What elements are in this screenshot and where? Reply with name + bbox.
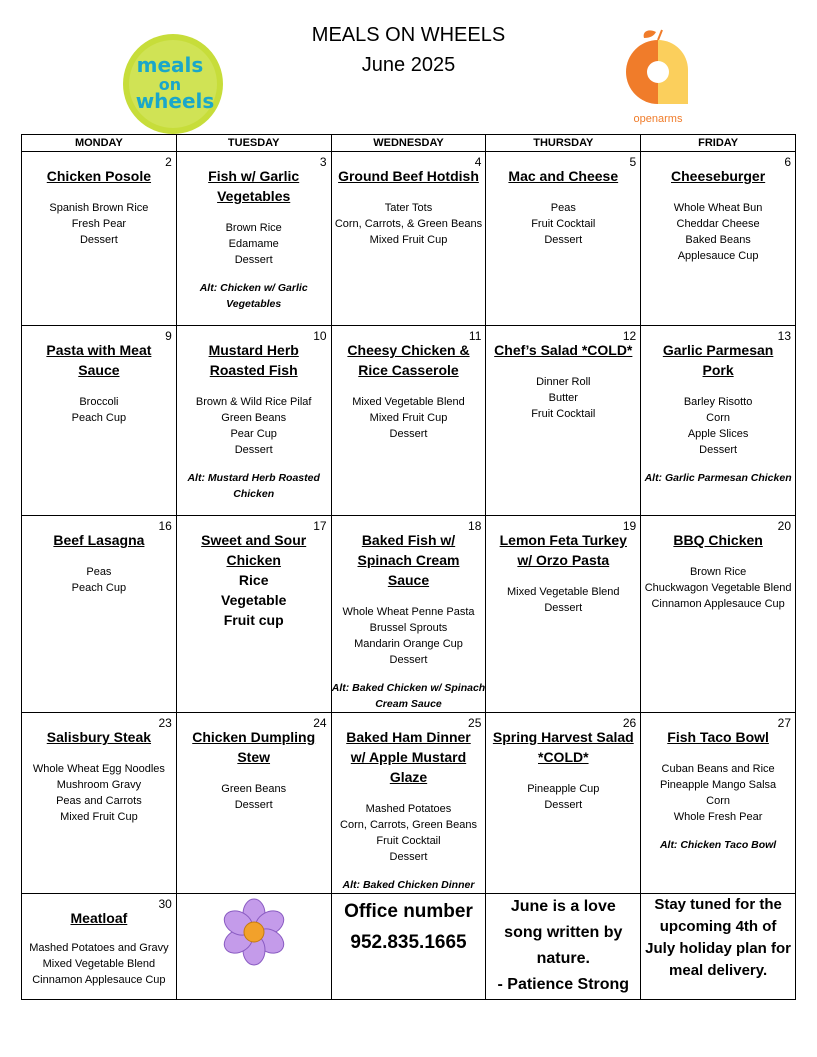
main-dish: Mustard Herb Roasted Fish: [208, 342, 299, 378]
day-number: 24: [313, 716, 327, 730]
main-dish: Cheesy Chicken & Rice Casserole: [347, 342, 470, 378]
side-dishes: [332, 394, 486, 442]
open-arms-logo: [622, 26, 696, 128]
side-dishes: [486, 374, 640, 422]
day-cell: [331, 326, 486, 516]
side-dish: Applesauce Cup: [677, 250, 759, 262]
meal-item: Fruit cup: [223, 612, 284, 628]
side-dish: Mashed Potatoes and Gravy: [29, 942, 169, 954]
side-dishes: [641, 394, 795, 458]
day-number: 9: [165, 329, 172, 343]
side-dish: Dessert: [79, 234, 118, 246]
main-dish: Garlic Parmesan Pork: [662, 342, 774, 378]
side-dish: Brown & Wild Rice Pilaf: [195, 396, 312, 408]
day-number: 19: [622, 519, 637, 533]
main-dish: BBQ Chicken: [673, 532, 763, 548]
day-number: 11: [468, 329, 482, 343]
quote-line: nature.: [536, 950, 590, 967]
main-dish: Cheeseburger: [671, 168, 766, 184]
side-dish: Fruit Cocktail: [531, 218, 596, 230]
alternate-meal: Alt: Chicken w/ Garlic Vegetables: [199, 282, 308, 310]
side-dish: Dessert: [544, 602, 583, 614]
side-dish: Barley Risotto: [683, 396, 753, 408]
holiday-note-line: meal delivery.: [669, 962, 768, 979]
meals-on-wheels-logo: [120, 34, 226, 134]
side-dish: Butter: [548, 392, 578, 404]
alternate-meal: Alt: Baked Chicken Dinner: [342, 879, 475, 891]
side-dishes: [22, 761, 176, 825]
alternate-meal: Alt: Chicken Taco Bowl: [659, 839, 777, 851]
side-dishes: [486, 200, 640, 248]
day-cell: [486, 516, 641, 713]
side-dish: Peach Cup: [71, 582, 127, 594]
main-dish: Ground Beef Hotdish: [338, 168, 479, 184]
day-number: 17: [313, 519, 327, 533]
day-cell-flower: [176, 894, 331, 1000]
day-number: 18: [468, 519, 482, 533]
office-number-cell: [331, 894, 486, 1000]
side-dish: Mixed Fruit Cup: [369, 412, 448, 424]
day-number: 16: [158, 519, 172, 533]
main-dish: Baked Fish w/ Spinach Cream Sauce: [357, 532, 460, 588]
side-dish: Dessert: [389, 851, 428, 863]
side-dish: Cinnamon Applesauce Cup: [651, 598, 785, 610]
main-dish: Mac and Cheese: [508, 168, 619, 184]
meal-calendar: [21, 134, 796, 1000]
side-dish: Mandarin Orange Cup: [354, 638, 463, 650]
holiday-note-line: upcoming 4th of: [659, 918, 777, 935]
side-dish: Edamame: [228, 238, 279, 250]
week-row-5: [22, 894, 796, 1000]
side-dish: Dessert: [389, 428, 428, 440]
side-dish: Apple Slices: [687, 428, 749, 440]
quote-line: June is a love: [510, 898, 616, 915]
side-dish: Pear Cup: [230, 428, 277, 440]
main-dish: Baked Ham Dinner w/ Apple Mustard Glaze: [346, 729, 471, 785]
logo-text-openarms: openarms: [633, 113, 683, 125]
side-dish: Dessert: [234, 444, 273, 456]
holiday-note-line: Stay tuned for the: [654, 896, 782, 913]
side-dish: Fruit Cocktail: [531, 408, 596, 420]
logo-text-wheels: wheels: [135, 89, 215, 113]
day-cell: [331, 152, 486, 326]
side-dish: Broccoli: [79, 396, 119, 408]
side-dish: Brown Rice: [689, 566, 747, 578]
side-dish: Brussel Sprouts: [369, 622, 448, 634]
main-dish: Beef Lasagna: [53, 532, 145, 548]
day-number: 13: [777, 329, 791, 343]
day-number: 20: [777, 519, 791, 533]
main-dish: Lemon Feta Turkey w/ Orzo Pasta: [499, 532, 627, 568]
side-dish: Cheddar Cheese: [676, 218, 760, 230]
page-title: MEALS ON WHEELS: [311, 24, 506, 46]
day-cell: [176, 516, 331, 713]
day-number: 25: [468, 716, 482, 730]
side-dish: Spanish Brown Rice: [49, 202, 149, 214]
day-cell: [22, 713, 177, 894]
side-dish: Brown Rice: [225, 222, 282, 234]
day-number: 26: [622, 716, 637, 730]
main-dish: Chef’s Salad *COLD*: [494, 342, 633, 358]
main-dish: Spring Harvest Salad *COLD*: [492, 729, 634, 765]
side-dish: Corn: [706, 412, 731, 424]
side-dish: Peach Cup: [71, 412, 127, 424]
side-dish: Pineapple Cup: [527, 783, 600, 795]
side-dishes: [22, 200, 176, 248]
day-cell: [22, 152, 177, 326]
day-cell: [176, 326, 331, 516]
day-number: 30: [158, 897, 172, 911]
alternate-meal: Alt: Baked Chicken w/ Spinach Cream Sauce: [331, 682, 486, 710]
day-cell: [641, 713, 796, 894]
weekday-friday: FRIDAY: [641, 135, 796, 152]
main-dish: Chicken Dumpling Stew: [192, 729, 316, 765]
week-row-3: [22, 516, 796, 713]
side-dish: Tater Tots: [384, 202, 433, 214]
side-dishes: [177, 394, 331, 458]
side-dishes: [641, 564, 795, 612]
side-dish: Dinner Roll: [536, 376, 591, 388]
side-dish: Dessert: [389, 654, 428, 666]
main-dish: Fish Taco Bowl: [667, 729, 769, 745]
side-dish: Cuban Beans and Rice: [661, 763, 775, 775]
holiday-note-cell: [641, 894, 796, 1000]
side-dishes: [22, 940, 176, 988]
day-cell: [331, 713, 486, 894]
day-number: 2: [165, 155, 172, 169]
side-dishes: [177, 781, 331, 813]
side-dish: Chuckwagon Vegetable Blend: [644, 582, 792, 594]
side-dish: Dessert: [234, 254, 273, 266]
side-dishes: [332, 200, 486, 248]
day-number: 23: [158, 716, 172, 730]
side-dish: Corn: [706, 795, 731, 807]
side-dish: Corn, Carrots, & Green Beans: [334, 218, 483, 230]
alternate-meal: Alt: Mustard Herb Roasted Chicken: [187, 472, 320, 500]
day-number: 5: [629, 155, 637, 169]
side-dishes: [641, 761, 795, 825]
day-number: 4: [474, 155, 482, 169]
day-cell: [641, 152, 796, 326]
side-dish: Mixed Vegetable Blend: [352, 396, 465, 408]
side-dish: Whole Wheat Bun: [673, 202, 763, 214]
side-dish: Mashed Potatoes: [365, 803, 452, 815]
side-dishes: [486, 781, 640, 813]
side-dish: Baked Beans: [685, 234, 751, 246]
weekday-wednesday: WEDNESDAY: [331, 135, 486, 152]
side-dish: Green Beans: [221, 412, 287, 424]
week-row-2: [22, 326, 796, 516]
side-dishes: [641, 200, 795, 264]
side-dish: Fruit Cocktail: [376, 835, 441, 847]
holiday-note-line: July holiday plan for: [645, 940, 792, 957]
side-dishes: [22, 394, 176, 426]
day-cell: [641, 326, 796, 516]
main-dish: Chicken Posole: [46, 168, 152, 184]
day-cell: [641, 516, 796, 713]
side-dish: Whole Fresh Pear: [673, 811, 763, 823]
side-dishes: [332, 604, 486, 668]
day-number: 6: [784, 155, 791, 169]
side-dish: Whole Wheat Penne Pasta: [342, 606, 475, 618]
main-dish: Fish w/ Garlic Vegetables: [208, 168, 300, 204]
side-dish: Dessert: [699, 444, 738, 456]
day-cell: [486, 713, 641, 894]
side-dish: Mixed Fruit Cup: [369, 234, 448, 246]
quote-line: song written by: [504, 924, 623, 941]
day-cell: [176, 713, 331, 894]
day-cell: [486, 152, 641, 326]
side-dish: Whole Wheat Egg Noodles: [32, 763, 165, 775]
day-cell: [331, 516, 486, 713]
main-dish: Pasta with Meat Sauce: [46, 342, 152, 378]
side-dish: Green Beans: [221, 783, 287, 795]
week-row-1: [22, 152, 796, 326]
quote-author: - Patience Strong: [497, 976, 630, 993]
flower-icon: [216, 898, 292, 966]
day-cell: [22, 894, 177, 1000]
weekday-monday: MONDAY: [22, 135, 177, 152]
page-subtitle: June 2025: [361, 54, 456, 76]
main-dish: Salisbury Steak: [46, 729, 152, 745]
side-dish: Peas: [86, 566, 112, 578]
main-dish: Meatloaf: [70, 910, 128, 926]
weekday-header-row: [22, 135, 796, 152]
logo-text-meals: meals: [136, 53, 204, 77]
side-dish: Mushroom Gravy: [56, 779, 142, 791]
side-dishes: [486, 584, 640, 616]
side-dishes: [332, 801, 486, 865]
day-cell: [22, 326, 177, 516]
side-dish: Cinnamon Applesauce Cup: [32, 974, 166, 986]
side-dish: Pineapple Mango Salsa: [659, 779, 777, 791]
side-dish: Corn, Carrots, Green Beans: [340, 819, 477, 831]
side-dish: Dessert: [544, 799, 583, 811]
day-cell: [176, 152, 331, 326]
day-cell: [22, 516, 177, 713]
office-number-label: Office number: [344, 901, 473, 922]
weekday-thursday: THURSDAY: [486, 135, 641, 152]
side-dish: Fresh Pear: [71, 218, 127, 230]
side-dish: Peas and Carrots: [56, 795, 142, 807]
side-dish: Mixed Fruit Cup: [60, 811, 138, 823]
side-dishes: [22, 564, 176, 596]
office-phone: 952.835.1665: [350, 932, 467, 953]
side-dish: Peas: [550, 202, 576, 214]
side-dish: Mixed Vegetable Blend: [42, 958, 156, 970]
meal-item: Vegetable: [221, 592, 287, 608]
side-dish: Dessert: [234, 799, 273, 811]
day-number: 10: [313, 329, 327, 343]
weekday-tuesday: TUESDAY: [176, 135, 331, 152]
side-dish: Mixed Vegetable Blend: [507, 586, 620, 598]
quote-cell: [486, 894, 641, 1000]
week-row-4: [22, 713, 796, 894]
day-cell: [486, 326, 641, 516]
day-number: 3: [319, 155, 327, 169]
side-dishes: [177, 220, 331, 268]
side-dish: Dessert: [544, 234, 583, 246]
meal-item: Rice: [238, 572, 269, 588]
logo-text-on: on: [158, 75, 182, 94]
day-number: 27: [777, 716, 791, 730]
day-number: 12: [622, 329, 637, 343]
main-dish: Sweet and Sour Chicken: [201, 532, 307, 568]
alternate-meal: Alt: Garlic Parmesan Chicken: [644, 472, 792, 484]
